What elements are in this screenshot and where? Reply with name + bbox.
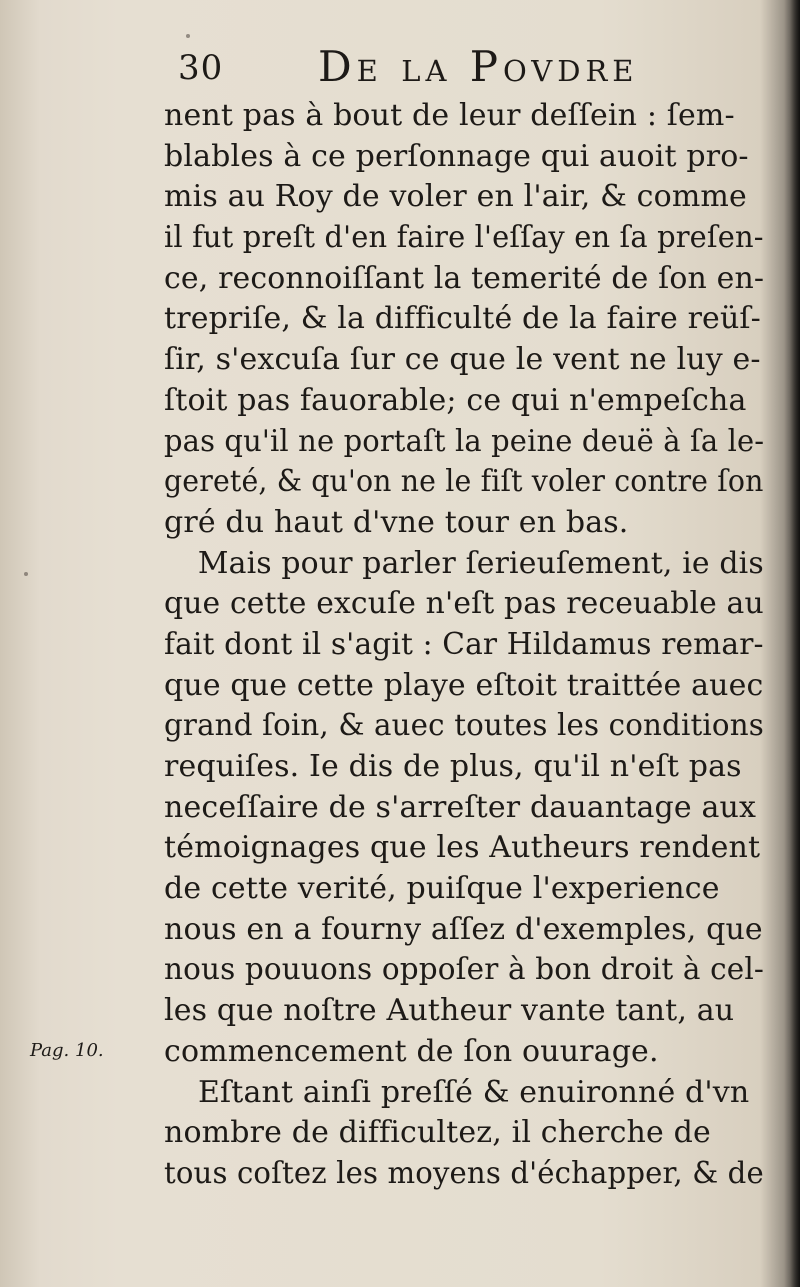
text-line: requiſes. Ie dis de plus, qu'il n'eſt pas bbox=[164, 749, 742, 784]
page-number: 30 bbox=[178, 48, 224, 88]
text-line: gereté, & qu'on ne le fiſt voler contre ſon bbox=[164, 464, 764, 500]
text-line: nous en a fourny aſſez d'exemples, que bbox=[164, 911, 763, 947]
text-line: gré du haut d'vne tour en bas. bbox=[164, 504, 629, 540]
text-line: neceſſaire de s'arreſter dauantage aux bbox=[164, 789, 757, 825]
text-line: mis au Roy de voler en l'air, & comme bbox=[164, 179, 747, 215]
text-line: nous pouuons oppoſer à bon droit à cel- bbox=[164, 952, 765, 988]
text-line: témoignages que les Autheurs rendent bbox=[164, 830, 761, 866]
text-line: blables à ce perſonnage qui auoit pro- bbox=[164, 138, 749, 174]
text-line: grand ſoin, & auec toutes les conditions bbox=[164, 708, 764, 744]
text-line: il fut preſt d'en faire l'eſſay en ſa preſen- bbox=[164, 220, 764, 256]
book-gutter-shadow bbox=[784, 0, 800, 1287]
text-line: pas qu'il ne portaſt la peine deuë à ſa le- bbox=[164, 423, 765, 459]
text-line: fait dont il s'agit : Car Hildamus remar- bbox=[164, 626, 764, 662]
text-line: nombre de difficultez, il cherche de bbox=[164, 1115, 711, 1151]
text-line: commencement de ſon ouurage. bbox=[164, 1033, 659, 1069]
text-line: ce, reconnoiſſant la temerité de ſon en- bbox=[164, 260, 765, 296]
text-line: que que cette playe eſtoit traittée auec bbox=[164, 667, 764, 703]
body-text bbox=[164, 96, 764, 1195]
paragraph-start-line: Eſtant ainſi preſſé & enuironné d'vn bbox=[198, 1074, 750, 1110]
text-line: trepriſe, & la difficulté de la faire reüſ- bbox=[164, 301, 761, 337]
text-line: ſir, s'excuſa ſur ce que le vent ne luy e- bbox=[164, 342, 761, 378]
running-title: De la Povdre bbox=[318, 42, 639, 91]
margin-note: Pag. 10. bbox=[30, 1040, 104, 1061]
ink-speck bbox=[24, 572, 28, 576]
page-header bbox=[178, 42, 678, 98]
paragraph-start-line: Mais pour parler ſerieuſement, ie dis bbox=[197, 545, 764, 581]
text-line: ſtoit pas fauorable; ce qui n'empeſcha bbox=[164, 382, 747, 418]
ink-speck bbox=[186, 34, 190, 38]
text-line: que cette excuſe n'eſt pas receuable au bbox=[164, 586, 764, 622]
text-line: de cette verité, puiſque l'experience bbox=[164, 871, 720, 907]
text-line: les que noſtre Autheur vante tant, au bbox=[164, 993, 735, 1029]
text-line: tous coſtez les moyens d'échapper, & de bbox=[164, 1155, 764, 1191]
text-line: nent pas à bout de leur deſſein : ſem- bbox=[164, 98, 735, 133]
